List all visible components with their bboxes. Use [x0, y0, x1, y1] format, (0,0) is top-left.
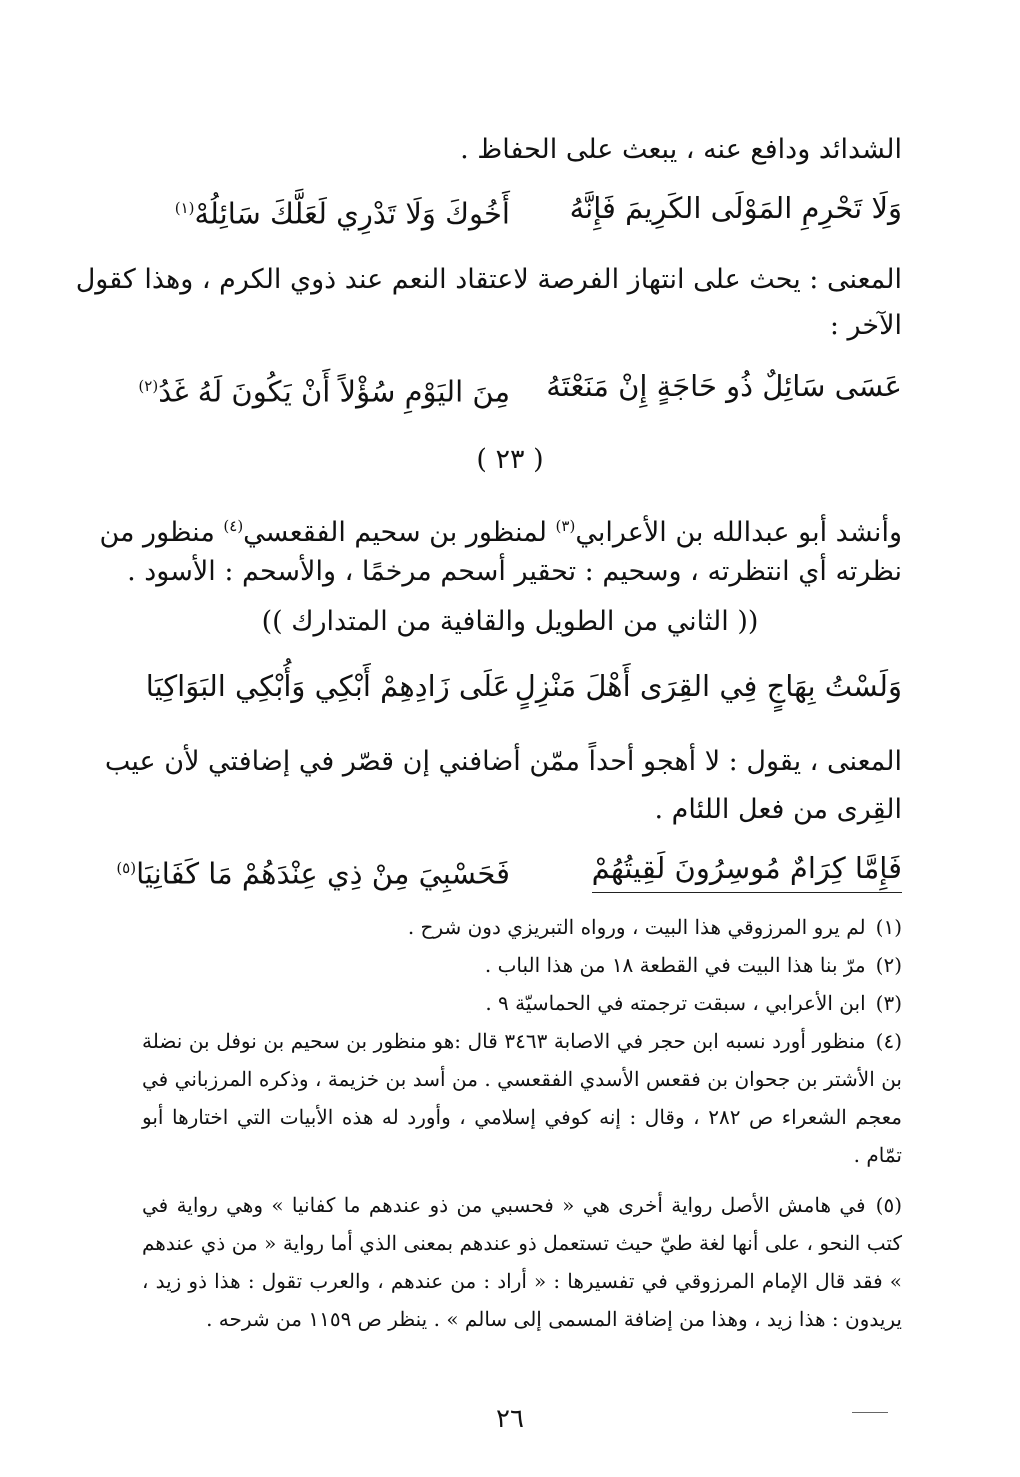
footnote-4-number: (٤) [875, 1029, 902, 1053]
footnote-ref-3: (٣) [555, 517, 576, 535]
verse-2-second-hemistich [138, 364, 510, 414]
verse-4-first-hemistich: فَإِمَّا كِرَامٌ مُوسِرُونَ لَقِيتُهُمْ [592, 846, 902, 893]
top-line: الشدائد ودافع عنه ، يبعث على الحفاظ . [460, 134, 902, 165]
page-number: ٢٦ [496, 1404, 524, 1434]
footnote-3-number: (٣) [875, 991, 902, 1015]
verse-2-first-hemistich: عَسَى سَائِلٌ ذُو حَاجَةٍ إِنْ مَنَعْتَهُ [546, 369, 902, 403]
meaning-1-line-1: المعنى : يحث على انتهاز الفرصة لاعتقاد النعم عند ذوي الكرم ، وهذا كقول [75, 264, 902, 295]
footnote-2 [142, 946, 902, 984]
meaning-3-line-2: القِرى من فعل اللئام . [654, 794, 902, 825]
footnote-5 [142, 1186, 902, 1338]
verse-4-second-hemistich [116, 846, 510, 896]
verse-2-second-text: مِنَ اليَوْمِ سُؤْلاً أَنْ يَكُونَ لَهُ غَدُ [158, 374, 510, 409]
footnote-2-number: (٢) [875, 953, 902, 977]
verse-3-second-hemistich: عَلَى زَادِهِمْ أَبْكِي وَأُبْكِي البَوَاكِيَا [145, 669, 510, 703]
meter-heading: (( الثاني من الطويل والقافية من المتدارك )) [261, 606, 759, 637]
footnote-1-text: لم يرو المرزوقي هذا البيت ، ورواه التبريزي دون شرح . [407, 915, 866, 939]
meaning-3-line-1: المعنى ، يقول : لا أهجو أحداً ممّن أضافني إن قصّر في إضافتي لأن عيب [104, 746, 902, 777]
footnote-ref-1: (١) [174, 199, 195, 217]
intro-line-2: نظرته أي انتظرته ، وسحيم : تحقير أسحم مرخمًا ، والأسحم : الأسود . [127, 556, 902, 587]
footnote-5-text: في هامش الأصل رواية أخرى هي « فحسبي من ذو عندهم ما كفانيا » وهي رواية في كتب النحو ، على أنها لغة طيّ حيث تستعمل ذو عندهم بمعنى الذي أما رواية « من ذي عندهم » فقد قال الإمام المرزوقي في تفسيرها : « أراد : من عندهم ، والعرب تقول : هذا ذو زيد ، يريدون : هذا زيد ، وهذا من إضافة المسمى إلى سالم » . ينظر ص ١١٥٩ من شرحه . [142, 1193, 902, 1331]
footnote-4-text: منظور أورد نسبه ابن حجر في الاصابة ٣٤٦٣ قال :هو منظور بن سحيم بن نوفل بن نضلة بن الأشتر بن جحوان بن فقعس الأسدي الفقعسي . من أسد بن خزيمة ، وذكره المرزباني في معجم الشعراء ص ٢٨٢ ، وقال : إنه كوفي إسلامي ، وأورد له هذه الأبيات التي اختارها أبو تمّام . [142, 1029, 902, 1167]
footnote-1 [142, 908, 902, 946]
section-number: ( ٢٣ ) [476, 444, 544, 475]
footnote-2-text: مرّ بنا هذا البيت في القطعة ١٨ من هذا الباب . [484, 953, 866, 977]
meaning-1-line-2: الآخر : [829, 310, 902, 341]
footnote-ref-5: (٥) [116, 859, 137, 877]
page-corner-dash [852, 1412, 888, 1413]
footnote-4 [142, 1022, 902, 1174]
intro-line-1-part-c: منظور من [99, 517, 224, 548]
footnote-ref-4: (٤) [223, 517, 244, 535]
footnote-3-text: ابن الأعرابي ، سبقت ترجمته في الحماسيّة ٩ . [485, 991, 866, 1015]
footnote-1-number: (١) [875, 915, 902, 939]
verse-3-first-hemistich: وَلَسْتُ بِهَاجٍ فِي القِرَى أَهْلَ مَنْزِلٍ [514, 669, 902, 703]
verse-1-first-hemistich: وَلَا تَحْرِمِ المَوْلَى الكَرِيمَ فَإِنَّهُ [569, 191, 902, 225]
footnote-5-number: (٥) [875, 1193, 902, 1217]
intro-line-1 [99, 504, 902, 555]
intro-line-1-part-a: وأنشد أبو عبدالله بن الأعرابي [575, 517, 902, 548]
verse-4-second-text: فَحَسْبِيَ مِنْ ذِي عِنْدَهُمْ مَا كَفَانِيَا [136, 856, 510, 891]
footnote-ref-2: (٢) [138, 377, 159, 395]
verse-1-second-hemistich [175, 186, 510, 236]
footnote-3 [142, 984, 902, 1022]
intro-line-1-part-b: لمنظور بن سحيم الفقعسي [243, 517, 556, 548]
verse-1-second-text: أَخُوكَ وَلَا تَدْرِي لَعَلَّكَ سَائِلُهْ [194, 196, 510, 231]
